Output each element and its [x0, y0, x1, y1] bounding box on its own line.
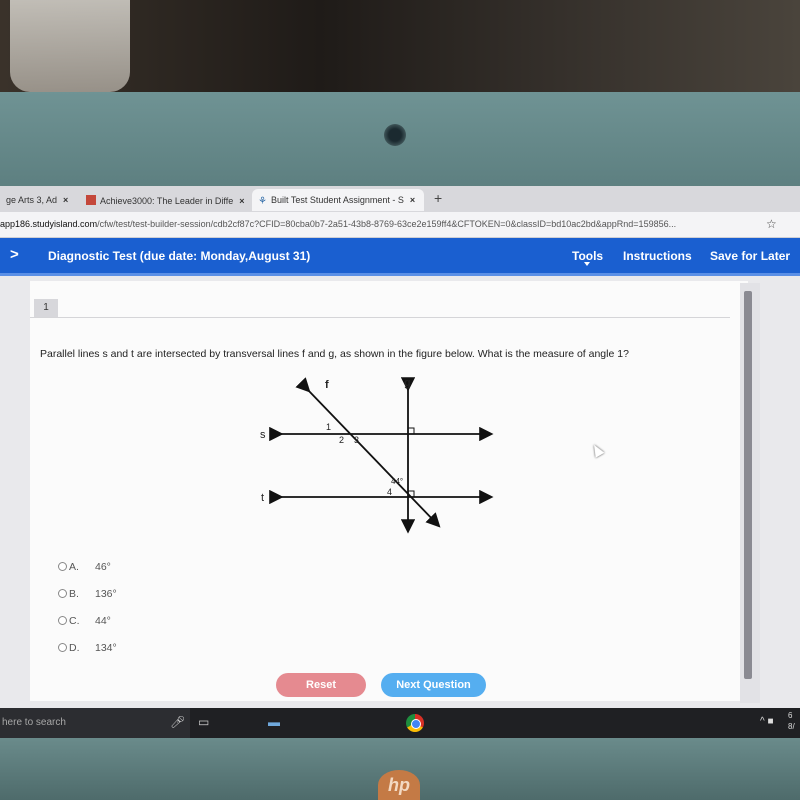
url-text [0, 219, 676, 229]
url-domain: app186.studyisland.com [0, 219, 98, 229]
hp-logo: hp [378, 770, 420, 800]
choice-value: 46° [95, 561, 111, 573]
microphone-icon[interactable]: 🎤︎ [170, 715, 186, 729]
page-title: Diagnostic Test (due date: Monday,August 31) [48, 249, 311, 263]
geometry-figure [258, 376, 538, 536]
radio-button[interactable] [58, 562, 67, 571]
chevron-right-icon[interactable]: > [10, 246, 19, 263]
achieve-favicon-icon [86, 195, 96, 205]
question-number: 1 [34, 299, 58, 317]
browser-tab[interactable] [80, 189, 248, 211]
answer-choice-b[interactable]: B. 136° [58, 588, 117, 600]
angle-2-label: 2 [339, 435, 345, 445]
angle-4-label: 4 [387, 487, 393, 497]
instructions-button[interactable]: Instructions [623, 249, 692, 263]
taskbar-search[interactable]: here to search [0, 708, 190, 738]
bottle-object [10, 0, 130, 92]
tab-title: ge Arts 3, Ad [6, 195, 58, 205]
angle-1-label: 1 [326, 422, 332, 432]
browser-tab-active[interactable] [252, 189, 424, 211]
answer-choice-a[interactable]: A. 46° [58, 561, 111, 573]
label-s: s [260, 429, 266, 441]
browser-tab[interactable] [0, 189, 76, 211]
choice-value: 136° [95, 588, 117, 600]
browser-tab-bar [0, 186, 800, 212]
radio-button[interactable] [58, 643, 67, 652]
file-explorer-icon[interactable]: ▬ [268, 715, 280, 729]
label-t: t [261, 492, 265, 504]
scrollbar[interactable] [740, 283, 760, 703]
next-question-button[interactable]: Next Question [381, 673, 486, 697]
question-text: Parallel lines s and t are intersected by transversal lines f and g, as shown in the figure below. What is the measure of angle 1? [40, 348, 629, 360]
clock: 6 8/ [788, 711, 795, 731]
tab-title: Achieve3000: The Leader in Diffe [100, 196, 234, 206]
radio-button[interactable] [58, 589, 67, 598]
laptop-screen [0, 186, 800, 738]
laptop-bezel-top [0, 92, 800, 188]
divider [30, 317, 730, 318]
label-g: g [404, 377, 411, 389]
radio-button[interactable] [58, 616, 67, 625]
chrome-icon[interactable] [406, 714, 424, 732]
reset-button[interactable]: Reset [276, 673, 366, 697]
close-icon[interactable]: × [409, 195, 416, 205]
laptop-bezel-bottom [0, 738, 800, 800]
answer-choice-c[interactable]: C. 44° [58, 615, 111, 627]
task-view-icon[interactable]: ▭ [198, 715, 210, 729]
studyisland-favicon-icon: ⚘ [258, 196, 267, 207]
save-for-later-button[interactable]: Save for Later [710, 249, 791, 263]
scroll-thumb[interactable] [744, 291, 752, 679]
given-angle-label: 44° [391, 477, 404, 486]
line-f [308, 390, 438, 525]
address-bar[interactable] [0, 212, 800, 238]
close-icon[interactable]: × [63, 195, 69, 205]
test-header-bar [0, 238, 800, 276]
choice-value: 44° [95, 615, 111, 627]
question-panel [30, 281, 748, 701]
choice-value: 134° [95, 642, 117, 654]
background-room [0, 0, 800, 95]
webcam-icon [384, 124, 406, 146]
url-path: /cfw/test/test-builder-session/cdb2cf87c?CFID=80cba0b7-2a51-43b8-8769-63ce2e159ff4&CFTOKEN=0&classID=bd10ac2bd&appRnd=159856... [97, 219, 677, 229]
close-icon[interactable]: × [239, 196, 245, 206]
answer-choice-d[interactable]: D. 134° [58, 642, 117, 654]
taskbar [0, 708, 800, 738]
tools-button[interactable]: Tools [572, 249, 604, 263]
angle-3-label: 3 [354, 435, 360, 445]
caret-down-icon [584, 262, 590, 266]
tab-title: Built Test Student Assignment - S [270, 195, 404, 205]
system-tray[interactable]: ^ ■ [760, 716, 774, 727]
label-f: f [325, 379, 329, 391]
bookmark-star-icon[interactable]: ☆ [766, 217, 777, 231]
new-tab-button[interactable]: + [434, 190, 443, 206]
